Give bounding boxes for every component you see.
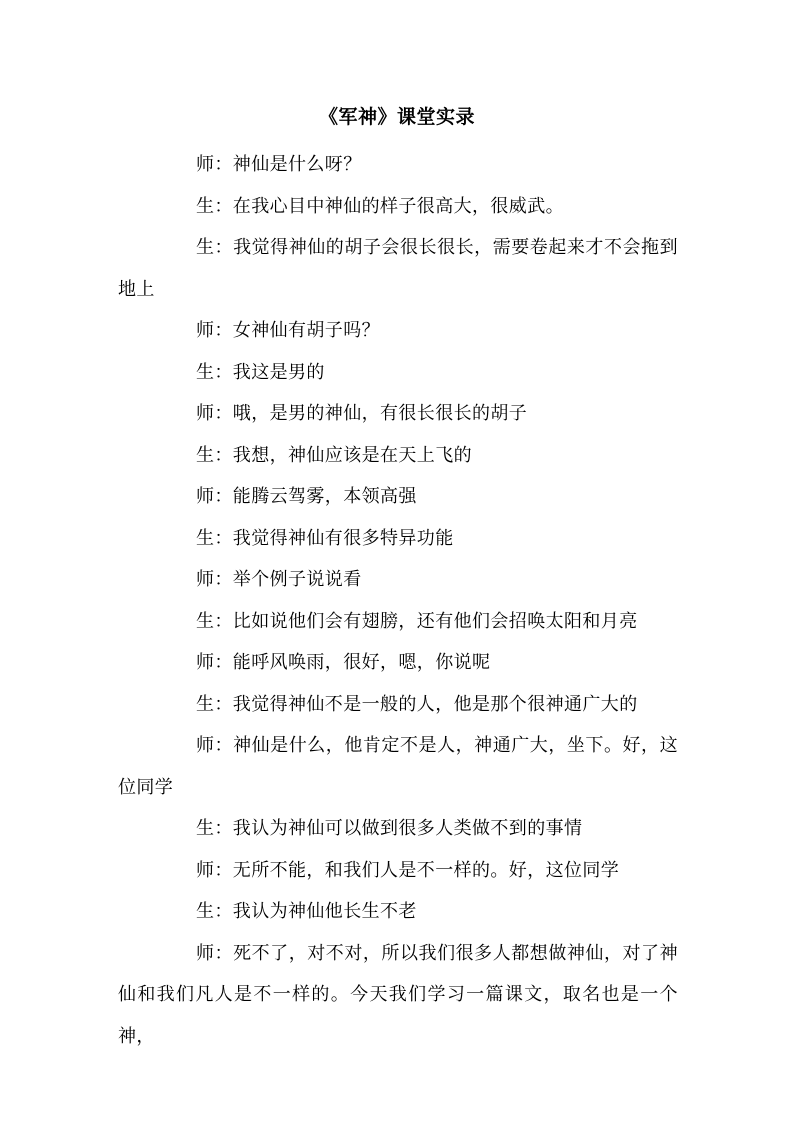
paragraph: 师：举个例子说说看 — [196, 569, 362, 590]
paragraph: 生：我这是男的 — [196, 361, 325, 383]
paragraph: 生：我觉得神仙的胡子会很长很长，需要卷起来才不会拖到地上 — [118, 237, 678, 300]
paragraph: 师：神仙是什么，他肯定不是人，神通广大，坐下。好，这位同学 — [118, 735, 678, 798]
paragraph: 师：死不了，对不对，所以我们很多人都想做神仙，对了神仙和我们凡人是不一样的。今天我们学习一篇课文，取名也是一个神， — [118, 942, 678, 1047]
document-body — [118, 144, 678, 1057]
paragraph: 师：无所不能，和我们人是不一样的。好，这位同学 — [196, 859, 620, 881]
paragraph: 生：我觉得神仙有很多特异功能 — [196, 527, 454, 549]
paragraph: 生：我认为神仙他长生不老 — [196, 901, 417, 922]
document-title: 《军神》课堂实录 — [318, 106, 475, 128]
paragraph: 生：在我心目中神仙的样子很高大，很威武。 — [196, 195, 564, 217]
paragraph: 师：能呼风唤雨，很好，嗯，你说呢 — [196, 652, 491, 673]
paragraph: 生：比如说他们会有翅膀，还有他们会招唤太阳和月亮 — [196, 610, 638, 632]
paragraph: 师：神仙是什么呀？ — [196, 154, 362, 175]
paragraph: 师：能腾云驾雾，本领高强 — [196, 486, 417, 507]
paragraph: 生：我觉得神仙不是一般的人，他是那个很神通广大的 — [196, 693, 638, 715]
paragraph: 生：我认为神仙可以做到很多人类做不到的事情 — [196, 818, 583, 839]
paragraph: 生：我想，神仙应该是在天上飞的 — [196, 444, 472, 466]
paragraph: 师：女神仙有胡子吗？ — [196, 320, 380, 341]
paragraph: 师：哦，是男的神仙，有很长很长的胡子 — [196, 403, 528, 424]
